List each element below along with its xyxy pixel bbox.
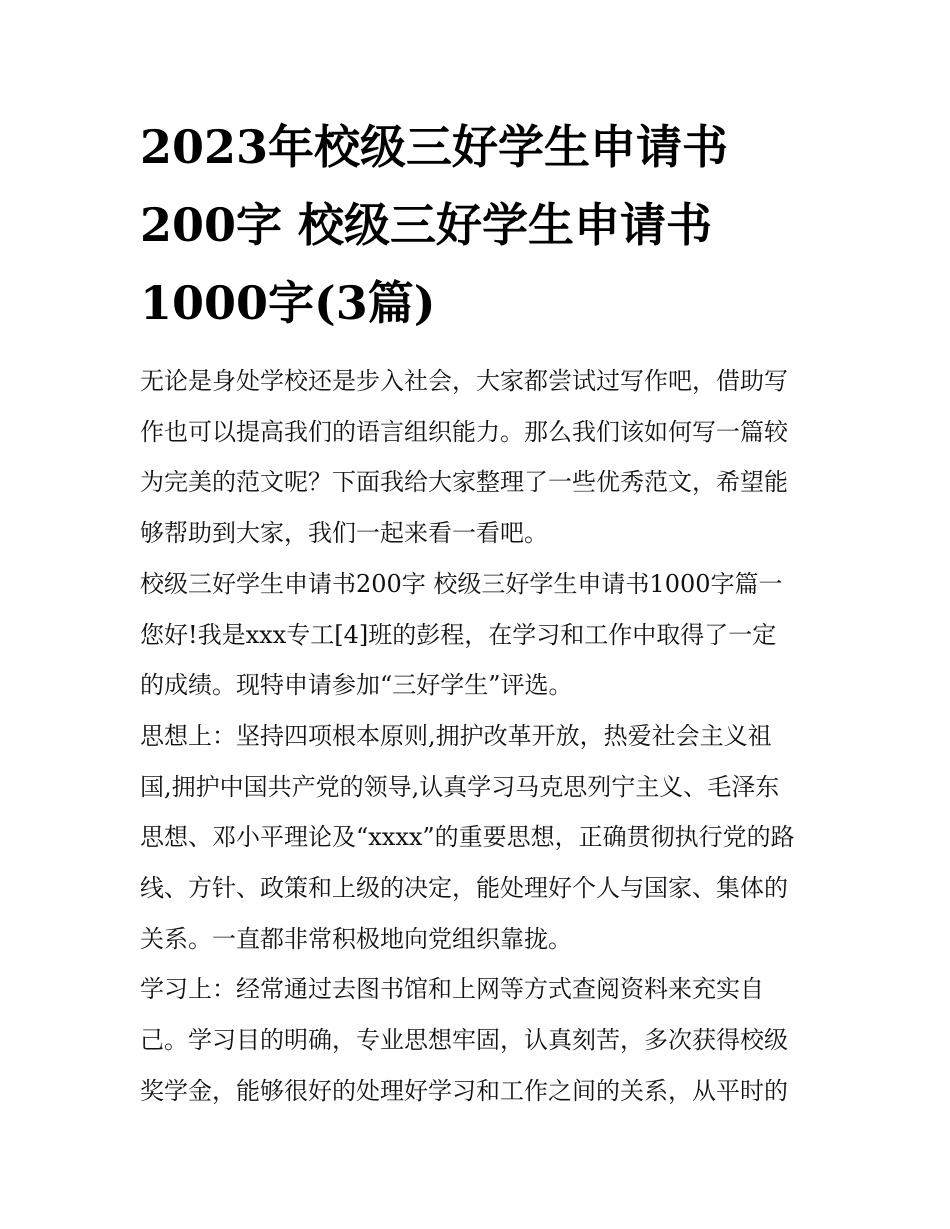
text-line: 校级三好学生申请书200字 校级三好学生申请书1000字篇一 xyxy=(140,569,783,598)
text-line: 奖学金，能够很好的处理好学习和工作之间的关系，从平时的 xyxy=(140,1076,788,1105)
text-line: 够帮助到大家，我们一起来看一看吧。 xyxy=(140,519,548,548)
text-line: 线、方针、政策和上级的决定，能处理好个人与国家、集体的 xyxy=(140,874,788,903)
text-line: 作也可以提高我们的语言组织能力。那么我们该如何写一篇较 xyxy=(140,417,788,446)
text-line: 为完美的范文呢？下面我给大家整理了一些优秀范文，希望能 xyxy=(140,468,788,497)
title-line-3: 1000字(3篇) xyxy=(140,276,436,330)
text-line: 的成绩。现特申请参加“三好学生”评选。 xyxy=(140,671,573,700)
text-line: 己。学习目的明确，专业思想牢固，认真刻苦，多次获得校级 xyxy=(140,1026,788,1055)
title-line-1: 2023年校级三好学生申请书 xyxy=(140,120,729,174)
paragraph-study xyxy=(140,964,820,1116)
paragraph-section-heading xyxy=(140,559,820,610)
text-line: 思想、邓小平理论及“xxxx”的重要思想，正确贯彻执行党的路 xyxy=(140,823,795,852)
text-line: 您好!我是xxx专工[4]班的彭程，在学习和工作中取得了一定 xyxy=(140,620,777,649)
text-line: 无论是身处学校还是步入社会，大家都尝试过写作吧，借助写 xyxy=(140,367,788,395)
paragraph-ideology xyxy=(140,711,820,965)
document-body xyxy=(140,356,820,1117)
paragraph-greeting xyxy=(140,610,820,711)
text-line: 国,拥护中国共产党的领导,认真学习马克思列宁主义、毛泽东 xyxy=(140,772,780,801)
title-line-2: 200字 校级三好学生申请书 xyxy=(140,198,713,252)
paragraph-intro xyxy=(140,356,820,559)
text-line: 学习上：经常通过去图书馆和上网等方式查阅资料来充实自 xyxy=(140,975,764,1004)
document-title xyxy=(140,108,820,342)
text-line: 关系。一直都非常积极地向党组织靠拢。 xyxy=(140,924,572,953)
text-line: 思想上：坚持四项根本原则,拥护改革开放，热爱社会主义祖 xyxy=(140,721,772,750)
